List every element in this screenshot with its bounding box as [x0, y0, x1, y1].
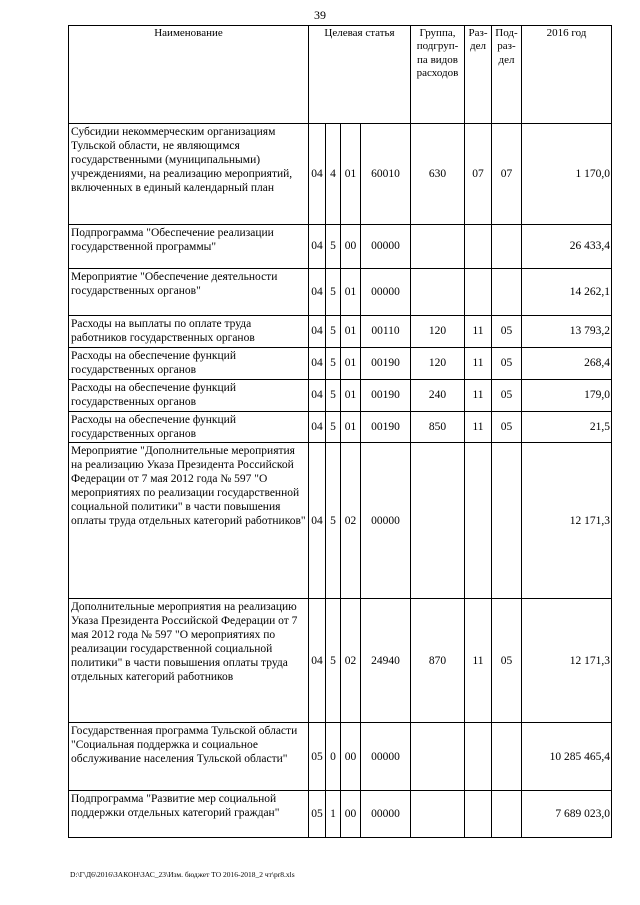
amount-2016: 268,4 — [522, 348, 612, 380]
header-expense-group: Группа, подгруп- па видов расходов — [411, 26, 465, 124]
expense-group-code: 120 — [411, 348, 465, 380]
row-name: Мероприятие "Обеспечение деятельности государственных органов" — [69, 269, 309, 316]
target-activity-code: 01 — [341, 124, 361, 225]
amount-2016: 10 285 465,4 — [522, 723, 612, 791]
target-program-code: 05 — [309, 723, 326, 791]
target-subprogram-code: 5 — [326, 380, 341, 412]
target-program-code: 04 — [309, 380, 326, 412]
expense-group-code — [411, 269, 465, 316]
amount-2016: 26 433,4 — [522, 225, 612, 269]
target-activity-code: 02 — [341, 443, 361, 599]
amount-2016: 179,0 — [522, 380, 612, 412]
section-code: 11 — [465, 599, 492, 723]
target-subprogram-code: 5 — [326, 316, 341, 348]
target-direction-code: 00000 — [361, 443, 411, 599]
expense-group-code: 870 — [411, 599, 465, 723]
target-subprogram-code: 5 — [326, 269, 341, 316]
target-program-code: 04 — [309, 269, 326, 316]
target-activity-code: 01 — [341, 269, 361, 316]
table-row — [69, 791, 612, 838]
table-row — [69, 723, 612, 791]
target-subprogram-code: 4 — [326, 124, 341, 225]
budget-table — [68, 25, 612, 838]
subsection-code — [492, 269, 522, 316]
table-row — [69, 269, 612, 316]
section-code: 07 — [465, 124, 492, 225]
subsection-code: 05 — [492, 599, 522, 723]
table-row — [69, 380, 612, 412]
row-name: Расходы на обеспечение функций государственных органов — [69, 380, 309, 412]
amount-2016: 14 262,1 — [522, 269, 612, 316]
target-direction-code: 00110 — [361, 316, 411, 348]
subsection-code: 05 — [492, 348, 522, 380]
section-code — [465, 443, 492, 599]
amount-2016: 13 793,2 — [522, 316, 612, 348]
subsection-code: 05 — [492, 380, 522, 412]
subsection-code — [492, 225, 522, 269]
row-name: Подпрограмма "Развитие мер социальной поддержки отдельных категорий граждан" — [69, 791, 309, 838]
target-activity-code: 01 — [341, 316, 361, 348]
target-program-code: 05 — [309, 791, 326, 838]
page-number: 39 — [314, 8, 326, 22]
subsection-code: 05 — [492, 412, 522, 443]
section-code — [465, 225, 492, 269]
target-direction-code: 24940 — [361, 599, 411, 723]
target-direction-code: 00000 — [361, 791, 411, 838]
header-name: Наименование — [69, 26, 309, 124]
target-activity-code: 00 — [341, 723, 361, 791]
header-subsection: Под- раз- дел — [492, 26, 522, 124]
table-row — [69, 443, 612, 599]
section-code — [465, 723, 492, 791]
header-year: 2016 год — [522, 26, 612, 124]
row-name: Дополнительные мероприятия на реализацию Указа Президента Российской Федерации от 7 мая 2012 года № 597 "О мероприятиях по реализации государственной социальной политики" в части повышения оплаты труда отдельных категорий работников — [69, 599, 309, 723]
target-program-code: 04 — [309, 348, 326, 380]
amount-2016: 1 170,0 — [522, 124, 612, 225]
row-name: Расходы на обеспечение функций государственных органов — [69, 412, 309, 443]
target-activity-code: 01 — [341, 412, 361, 443]
expense-group-code — [411, 791, 465, 838]
target-activity-code: 02 — [341, 599, 361, 723]
target-subprogram-code: 5 — [326, 412, 341, 443]
table-row — [69, 599, 612, 723]
amount-2016: 12 171,3 — [522, 443, 612, 599]
target-subprogram-code: 0 — [326, 723, 341, 791]
row-name: Расходы на выплаты по оплате труда работников государственных органов — [69, 316, 309, 348]
subsection-code: 07 — [492, 124, 522, 225]
expense-group-code: 850 — [411, 412, 465, 443]
row-name: Расходы на обеспечение функций государственных органов — [69, 348, 309, 380]
expense-group-code — [411, 443, 465, 599]
target-program-code: 04 — [309, 443, 326, 599]
target-direction-code: 00190 — [361, 348, 411, 380]
target-activity-code: 00 — [341, 791, 361, 838]
expense-group-code: 240 — [411, 380, 465, 412]
table-row — [69, 348, 612, 380]
target-direction-code: 00190 — [361, 380, 411, 412]
target-activity-code: 01 — [341, 348, 361, 380]
expense-group-code — [411, 723, 465, 791]
row-name: Подпрограмма "Обеспечение реализации государственной программы" — [69, 225, 309, 269]
subsection-code — [492, 723, 522, 791]
amount-2016: 12 171,3 — [522, 599, 612, 723]
table-row — [69, 412, 612, 443]
target-program-code: 04 — [309, 412, 326, 443]
amount-2016: 7 689 023,0 — [522, 791, 612, 838]
row-name: Государственная программа Тульской области "Социальная поддержка и социальное обслуживание населения Тульской области" — [69, 723, 309, 791]
section-code — [465, 269, 492, 316]
target-activity-code: 00 — [341, 225, 361, 269]
row-name: Субсидии некоммерческим организациям Тульской области, не являющимся государственными (муниципальными) учреждениями, на реализацию мероприятий, включенных в единый календарный план — [69, 124, 309, 225]
section-code: 11 — [465, 348, 492, 380]
target-subprogram-code: 5 — [326, 443, 341, 599]
target-program-code: 04 — [309, 599, 326, 723]
target-program-code: 04 — [309, 316, 326, 348]
target-subprogram-code: 5 — [326, 348, 341, 380]
header-section: Раз- дел — [465, 26, 492, 124]
table-row — [69, 225, 612, 269]
target-program-code: 04 — [309, 225, 326, 269]
table-row — [69, 124, 612, 225]
target-direction-code: 00190 — [361, 412, 411, 443]
target-activity-code: 01 — [341, 380, 361, 412]
section-code: 11 — [465, 316, 492, 348]
subsection-code — [492, 443, 522, 599]
target-direction-code: 00000 — [361, 269, 411, 316]
footer-file-path: D:\Г\Д6\2016\ЗАКОН\ЗАС_23\Изм. бюджет ТО 2016-2018_2 чт\pr8.xls — [70, 870, 295, 879]
expense-group-code — [411, 225, 465, 269]
amount-2016: 21,5 — [522, 412, 612, 443]
target-subprogram-code: 5 — [326, 225, 341, 269]
subsection-code: 05 — [492, 316, 522, 348]
target-program-code: 04 — [309, 124, 326, 225]
expense-group-code: 120 — [411, 316, 465, 348]
table-row — [69, 316, 612, 348]
target-direction-code: 00000 — [361, 225, 411, 269]
section-code: 11 — [465, 380, 492, 412]
header-target-article: Целевая статья — [309, 26, 411, 124]
section-code: 11 — [465, 412, 492, 443]
target-direction-code: 60010 — [361, 124, 411, 225]
subsection-code — [492, 791, 522, 838]
target-subprogram-code: 5 — [326, 599, 341, 723]
table-header-row — [69, 26, 612, 124]
target-subprogram-code: 1 — [326, 791, 341, 838]
row-name: Мероприятие "Дополнительные мероприятия на реализацию Указа Президента Российской Федерации от 7 мая 2012 года № 597 "О мероприятиях по реализации государственной социальной политики" в части повышения оплаты труда отдельных категорий работников" — [69, 443, 309, 599]
expense-group-code: 630 — [411, 124, 465, 225]
section-code — [465, 791, 492, 838]
target-direction-code: 00000 — [361, 723, 411, 791]
